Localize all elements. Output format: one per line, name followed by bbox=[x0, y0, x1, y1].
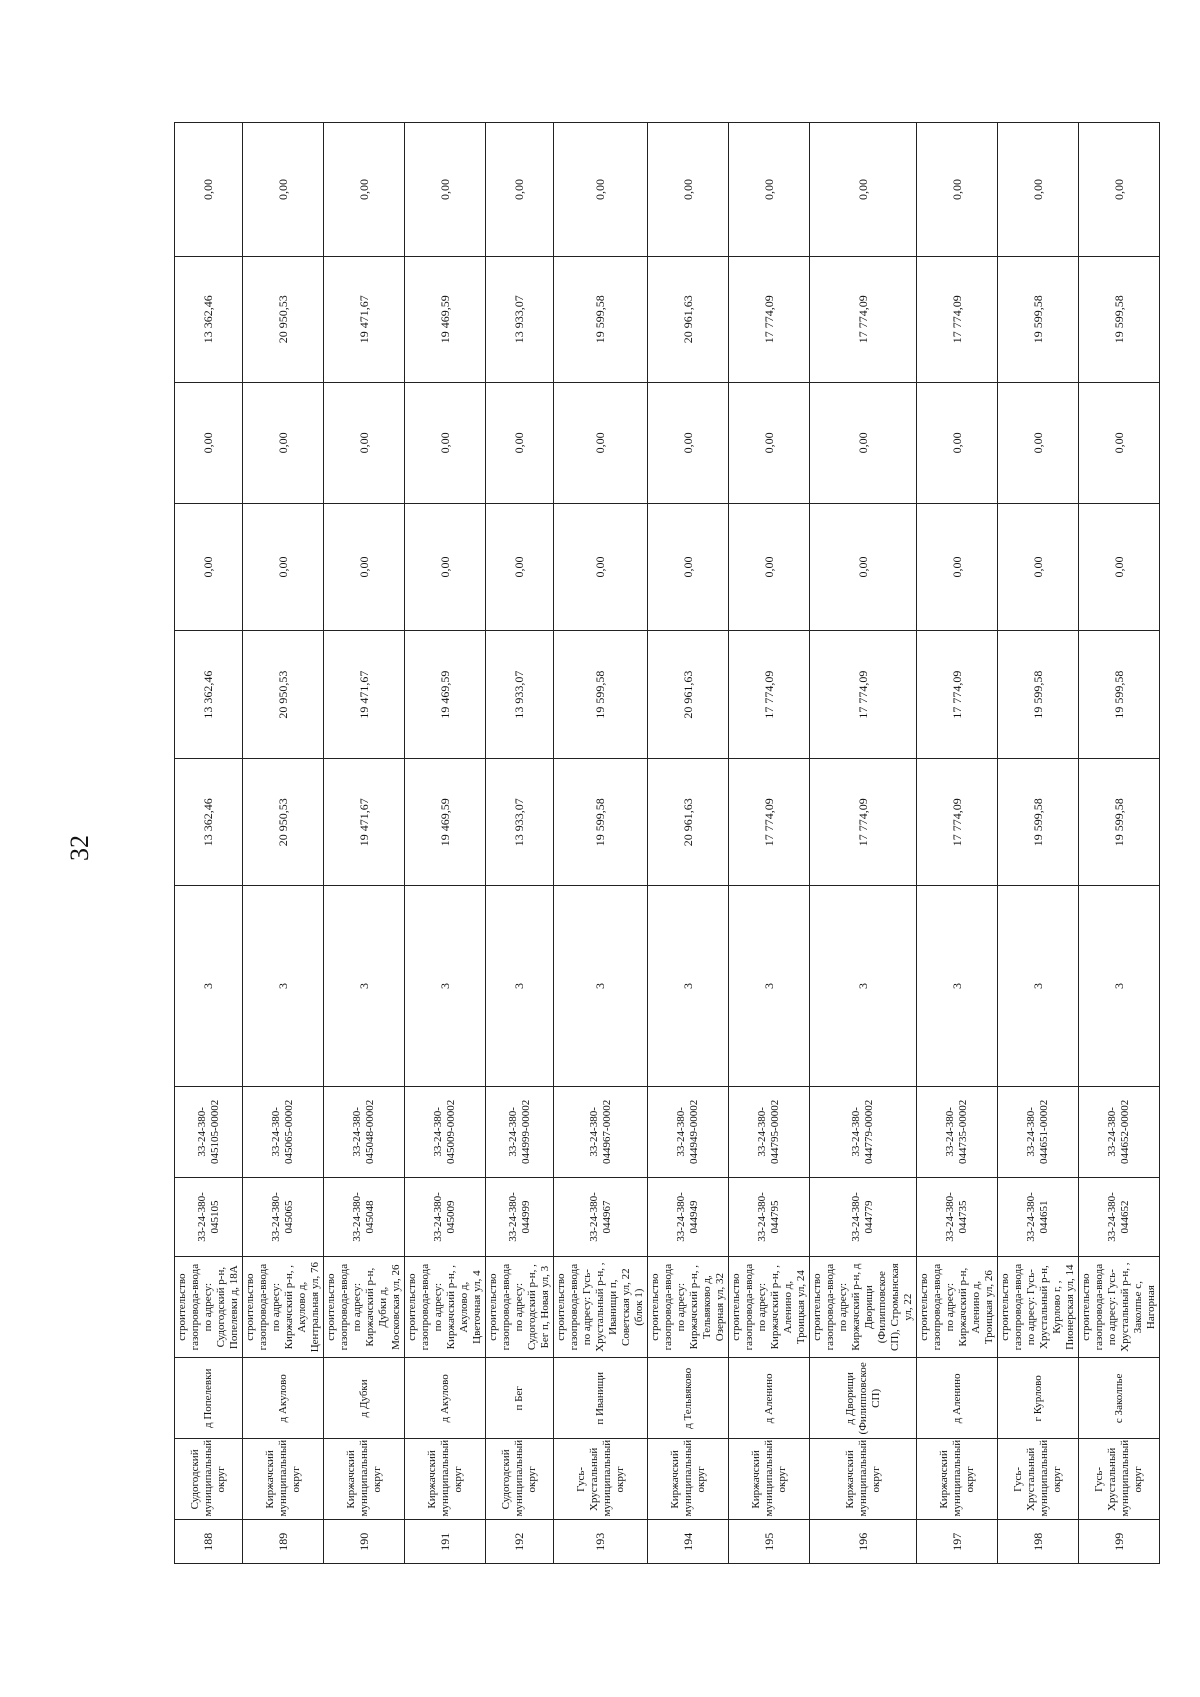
cost-column-6-cell: 0,00 bbox=[324, 123, 405, 257]
object-code-cell: 33-24-380-044795 bbox=[729, 1177, 810, 1256]
cost-column-3-cell: 0,00 bbox=[1079, 504, 1160, 631]
table-row bbox=[486, 123, 554, 1564]
cost-column-6-cell: 0,00 bbox=[405, 123, 486, 257]
cost-column-4-cell: 0,00 bbox=[729, 382, 810, 504]
object-full-code-cell: 33-24-380-045048-00002 bbox=[324, 1086, 405, 1177]
cost-column-5-cell: 19 469,59 bbox=[405, 256, 486, 382]
table-body bbox=[175, 123, 1160, 1564]
object-code-cell: 33-24-380-045048 bbox=[324, 1177, 405, 1256]
cost-column-2-cell: 17 774,09 bbox=[810, 630, 917, 759]
row-number: 194 bbox=[648, 1520, 729, 1564]
table-row bbox=[243, 123, 324, 1564]
description-cell: строительство газопровода-ввода по адресу: Киржачский р-н, Дубки д, Московская ул, 26 bbox=[324, 1256, 405, 1357]
cost-column-5-cell: 20 950,53 bbox=[243, 256, 324, 382]
cost-column-4-cell: 0,00 bbox=[554, 382, 648, 504]
cost-column-6-cell: 0,00 bbox=[486, 123, 554, 257]
district-cell: Киржачский муниципальный округ bbox=[729, 1439, 810, 1520]
category-cell: 3 bbox=[243, 886, 324, 1087]
object-full-code-cell: 33-24-380-044651-00002 bbox=[998, 1086, 1079, 1177]
cost-column-5-cell: 19 599,58 bbox=[998, 256, 1079, 382]
description-cell: строительство газопровода-ввода по адресу: Киржачский р-н, , Акулово д, Цветочная ул, 4 bbox=[405, 1256, 486, 1357]
object-code-cell: 33-24-380-044652 bbox=[1079, 1177, 1160, 1256]
object-code-cell: 33-24-380-045105 bbox=[175, 1177, 243, 1256]
settlement-cell: п Бег bbox=[486, 1358, 554, 1439]
cost-total-cell: 19 599,58 bbox=[998, 759, 1079, 886]
description-cell: строительство газопровода-ввода по адресу: Киржачский р-н, д Дворищи (Филипповское СП), Стромынская ул, 22 bbox=[810, 1256, 917, 1357]
category-cell: 3 bbox=[324, 886, 405, 1087]
object-code-cell: 33-24-380-045065 bbox=[243, 1177, 324, 1256]
district-cell: Судогодский муниципальный округ bbox=[486, 1439, 554, 1520]
cost-column-3-cell: 0,00 bbox=[810, 504, 917, 631]
cost-column-2-cell: 13 933,07 bbox=[486, 630, 554, 759]
settlement-cell: д Аленино bbox=[729, 1358, 810, 1439]
table-row bbox=[998, 123, 1079, 1564]
cost-column-2-cell: 19 599,58 bbox=[1079, 630, 1160, 759]
settlement-cell: д Тельвяково bbox=[648, 1358, 729, 1439]
settlement-cell: г Курлово bbox=[998, 1358, 1079, 1439]
description-cell: строительство газопровода-ввода по адресу: Судогодский р-н, Попелевки д, 18А bbox=[175, 1256, 243, 1357]
table-row bbox=[405, 123, 486, 1564]
cost-column-5-cell: 20 961,63 bbox=[648, 256, 729, 382]
table-row bbox=[810, 123, 917, 1564]
object-full-code-cell: 33-24-380-044795-00002 bbox=[729, 1086, 810, 1177]
settlement-cell: д Попелевки bbox=[175, 1358, 243, 1439]
object-full-code-cell: 33-24-380-044949-00002 bbox=[648, 1086, 729, 1177]
description-cell: строительство газопровода-ввода по адресу: Киржачский р-н, , Аленино д, Троицкая ул, 24 bbox=[729, 1256, 810, 1357]
category-cell: 3 bbox=[554, 886, 648, 1087]
cost-total-cell: 19 599,58 bbox=[1079, 759, 1160, 886]
cost-column-5-cell: 13 362,46 bbox=[175, 256, 243, 382]
cost-column-4-cell: 0,00 bbox=[810, 382, 917, 504]
object-code-cell: 33-24-380-045009 bbox=[405, 1177, 486, 1256]
cost-column-4-cell: 0,00 bbox=[405, 382, 486, 504]
row-number: 189 bbox=[243, 1520, 324, 1564]
cost-column-3-cell: 0,00 bbox=[554, 504, 648, 631]
category-cell: 3 bbox=[729, 886, 810, 1087]
settlement-cell: с Заколпье bbox=[1079, 1358, 1160, 1439]
cost-column-6-cell: 0,00 bbox=[998, 123, 1079, 257]
category-cell: 3 bbox=[998, 886, 1079, 1087]
cost-column-5-cell: 13 933,07 bbox=[486, 256, 554, 382]
cost-column-4-cell: 0,00 bbox=[243, 382, 324, 504]
category-cell: 3 bbox=[917, 886, 998, 1087]
settlement-cell: д Дубки bbox=[324, 1358, 405, 1439]
category-cell: 3 bbox=[486, 886, 554, 1087]
rotated-table-container bbox=[174, 122, 1157, 1564]
category-cell: 3 bbox=[648, 886, 729, 1087]
cost-column-2-cell: 13 362,46 bbox=[175, 630, 243, 759]
object-code-cell: 33-24-380-044967 bbox=[554, 1177, 648, 1256]
category-cell: 3 bbox=[175, 886, 243, 1087]
settlement-cell: п Иванищи bbox=[554, 1358, 648, 1439]
object-code-cell: 33-24-380-044735 bbox=[917, 1177, 998, 1256]
cost-column-3-cell: 0,00 bbox=[729, 504, 810, 631]
category-cell: 3 bbox=[405, 886, 486, 1087]
row-number: 191 bbox=[405, 1520, 486, 1564]
cost-total-cell: 13 933,07 bbox=[486, 759, 554, 886]
row-number: 192 bbox=[486, 1520, 554, 1564]
category-cell: 3 bbox=[1079, 886, 1160, 1087]
cost-column-6-cell: 0,00 bbox=[243, 123, 324, 257]
cost-column-3-cell: 0,00 bbox=[243, 504, 324, 631]
row-number: 196 bbox=[810, 1520, 917, 1564]
cost-column-3-cell: 0,00 bbox=[998, 504, 1079, 631]
table-row bbox=[917, 123, 998, 1564]
cost-total-cell: 13 362,46 bbox=[175, 759, 243, 886]
district-cell: Гусь-Хрустальный муниципальный округ bbox=[554, 1439, 648, 1520]
description-cell: строительство газопровода-ввода по адресу: Гусь-Хрустальный р-н, Курлово г, , Пионерская ул, 14 bbox=[998, 1256, 1079, 1357]
cost-column-2-cell: 19 471,67 bbox=[324, 630, 405, 759]
table-row bbox=[648, 123, 729, 1564]
description-cell: строительство газопровода-ввода по адресу: Киржачский р-н, , Тельвяково д, Озерная ул, 32 bbox=[648, 1256, 729, 1357]
cost-total-cell: 19 471,67 bbox=[324, 759, 405, 886]
district-cell: Судогодский муниципальный округ bbox=[175, 1439, 243, 1520]
object-code-cell: 33-24-380-044651 bbox=[998, 1177, 1079, 1256]
cost-total-cell: 17 774,09 bbox=[810, 759, 917, 886]
object-full-code-cell: 33-24-380-044967-00002 bbox=[554, 1086, 648, 1177]
cost-total-cell: 20 961,63 bbox=[648, 759, 729, 886]
cost-column-2-cell: 17 774,09 bbox=[917, 630, 998, 759]
district-cell: Киржачский муниципальный округ bbox=[405, 1439, 486, 1520]
district-cell: Киржачский муниципальный округ bbox=[648, 1439, 729, 1520]
cost-column-6-cell: 0,00 bbox=[810, 123, 917, 257]
cost-column-4-cell: 0,00 bbox=[175, 382, 243, 504]
row-number: 199 bbox=[1079, 1520, 1160, 1564]
cost-column-6-cell: 0,00 bbox=[554, 123, 648, 257]
description-cell: строительство газопровода-ввода по адресу: Гусь-Хрустальный р-н, , Иванищи п, Советская ул, 22 (блок 1) bbox=[554, 1256, 648, 1357]
description-cell: строительство газопровода-ввода по адресу: Киржачский р-н, , Акулово д, Центральная ул, 76 bbox=[243, 1256, 324, 1357]
cost-column-3-cell: 0,00 bbox=[175, 504, 243, 631]
cost-column-6-cell: 0,00 bbox=[175, 123, 243, 257]
objects-table bbox=[174, 122, 1160, 1564]
cost-total-cell: 17 774,09 bbox=[729, 759, 810, 886]
cost-column-2-cell: 20 961,63 bbox=[648, 630, 729, 759]
description-cell: строительство газопровода-ввода по адресу: Судогодский р-н, , Бег п, Новая ул, 3 bbox=[486, 1256, 554, 1357]
district-cell: Киржачский муниципальный округ bbox=[243, 1439, 324, 1520]
page-number: 32 bbox=[65, 835, 94, 861]
cost-column-2-cell: 17 774,09 bbox=[729, 630, 810, 759]
object-full-code-cell: 33-24-380-045009-00002 bbox=[405, 1086, 486, 1177]
object-full-code-cell: 33-24-380-044652-00002 bbox=[1079, 1086, 1160, 1177]
cost-column-4-cell: 0,00 bbox=[1079, 382, 1160, 504]
object-code-cell: 33-24-380-044949 bbox=[648, 1177, 729, 1256]
cost-column-2-cell: 19 599,58 bbox=[554, 630, 648, 759]
object-code-cell: 33-24-380-044779 bbox=[810, 1177, 917, 1256]
district-cell: Гусь-Хрустальный муниципальный округ bbox=[998, 1439, 1079, 1520]
object-full-code-cell: 33-24-380-044779-00002 bbox=[810, 1086, 917, 1177]
cost-column-4-cell: 0,00 bbox=[998, 382, 1079, 504]
cost-column-3-cell: 0,00 bbox=[486, 504, 554, 631]
object-full-code-cell: 33-24-380-044999-00002 bbox=[486, 1086, 554, 1177]
cost-column-5-cell: 17 774,09 bbox=[729, 256, 810, 382]
settlement-cell: д Аленино bbox=[917, 1358, 998, 1439]
cost-column-6-cell: 0,00 bbox=[648, 123, 729, 257]
cost-column-5-cell: 19 599,58 bbox=[1079, 256, 1160, 382]
cost-column-3-cell: 0,00 bbox=[648, 504, 729, 631]
table-row bbox=[554, 123, 648, 1564]
cost-column-3-cell: 0,00 bbox=[917, 504, 998, 631]
district-cell: Гусь-Хрустальный муниципальный округ bbox=[1079, 1439, 1160, 1520]
cost-column-3-cell: 0,00 bbox=[324, 504, 405, 631]
table-row bbox=[324, 123, 405, 1564]
settlement-cell: д Акулово bbox=[405, 1358, 486, 1439]
row-number: 197 bbox=[917, 1520, 998, 1564]
cost-total-cell: 19 469,59 bbox=[405, 759, 486, 886]
row-number: 195 bbox=[729, 1520, 810, 1564]
cost-column-4-cell: 0,00 bbox=[324, 382, 405, 504]
district-cell: Киржачский муниципальный округ bbox=[324, 1439, 405, 1520]
table-row bbox=[175, 123, 243, 1564]
district-cell: Киржачский муниципальный округ bbox=[810, 1439, 917, 1520]
row-number: 193 bbox=[554, 1520, 648, 1564]
settlement-cell: д Дворищи (Филипповское СП) bbox=[810, 1358, 917, 1439]
object-full-code-cell: 33-24-380-044735-00002 bbox=[917, 1086, 998, 1177]
category-cell: 3 bbox=[810, 886, 917, 1087]
cost-total-cell: 19 599,58 bbox=[554, 759, 648, 886]
cost-column-6-cell: 0,00 bbox=[917, 123, 998, 257]
settlement-cell: д Акулово bbox=[243, 1358, 324, 1439]
description-cell: строительство газопровода-ввода по адресу: Гусь-Хрустальный р-н, , Заколпье с, Нагорная bbox=[1079, 1256, 1160, 1357]
cost-column-2-cell: 20 950,53 bbox=[243, 630, 324, 759]
table-row bbox=[729, 123, 810, 1564]
cost-column-4-cell: 0,00 bbox=[648, 382, 729, 504]
object-full-code-cell: 33-24-380-045105-00002 bbox=[175, 1086, 243, 1177]
cost-column-4-cell: 0,00 bbox=[917, 382, 998, 504]
object-full-code-cell: 33-24-380-045065-00002 bbox=[243, 1086, 324, 1177]
cost-column-5-cell: 19 599,58 bbox=[554, 256, 648, 382]
cost-column-2-cell: 19 599,58 bbox=[998, 630, 1079, 759]
cost-total-cell: 17 774,09 bbox=[917, 759, 998, 886]
cost-column-5-cell: 17 774,09 bbox=[917, 256, 998, 382]
row-number: 188 bbox=[175, 1520, 243, 1564]
district-cell: Киржачский муниципальный округ bbox=[917, 1439, 998, 1520]
description-cell: строительство газопровода-ввода по адресу: Киржачский р-н, Аленино д, Троицкая ул, 26 bbox=[917, 1256, 998, 1357]
cost-column-6-cell: 0,00 bbox=[729, 123, 810, 257]
cost-column-6-cell: 0,00 bbox=[1079, 123, 1160, 257]
cost-total-cell: 20 950,53 bbox=[243, 759, 324, 886]
cost-column-2-cell: 19 469,59 bbox=[405, 630, 486, 759]
row-number: 190 bbox=[324, 1520, 405, 1564]
cost-column-5-cell: 19 471,67 bbox=[324, 256, 405, 382]
row-number: 198 bbox=[998, 1520, 1079, 1564]
cost-column-3-cell: 0,00 bbox=[405, 504, 486, 631]
table-row bbox=[1079, 123, 1160, 1564]
object-code-cell: 33-24-380-044999 bbox=[486, 1177, 554, 1256]
cost-column-5-cell: 17 774,09 bbox=[810, 256, 917, 382]
cost-column-4-cell: 0,00 bbox=[486, 382, 554, 504]
